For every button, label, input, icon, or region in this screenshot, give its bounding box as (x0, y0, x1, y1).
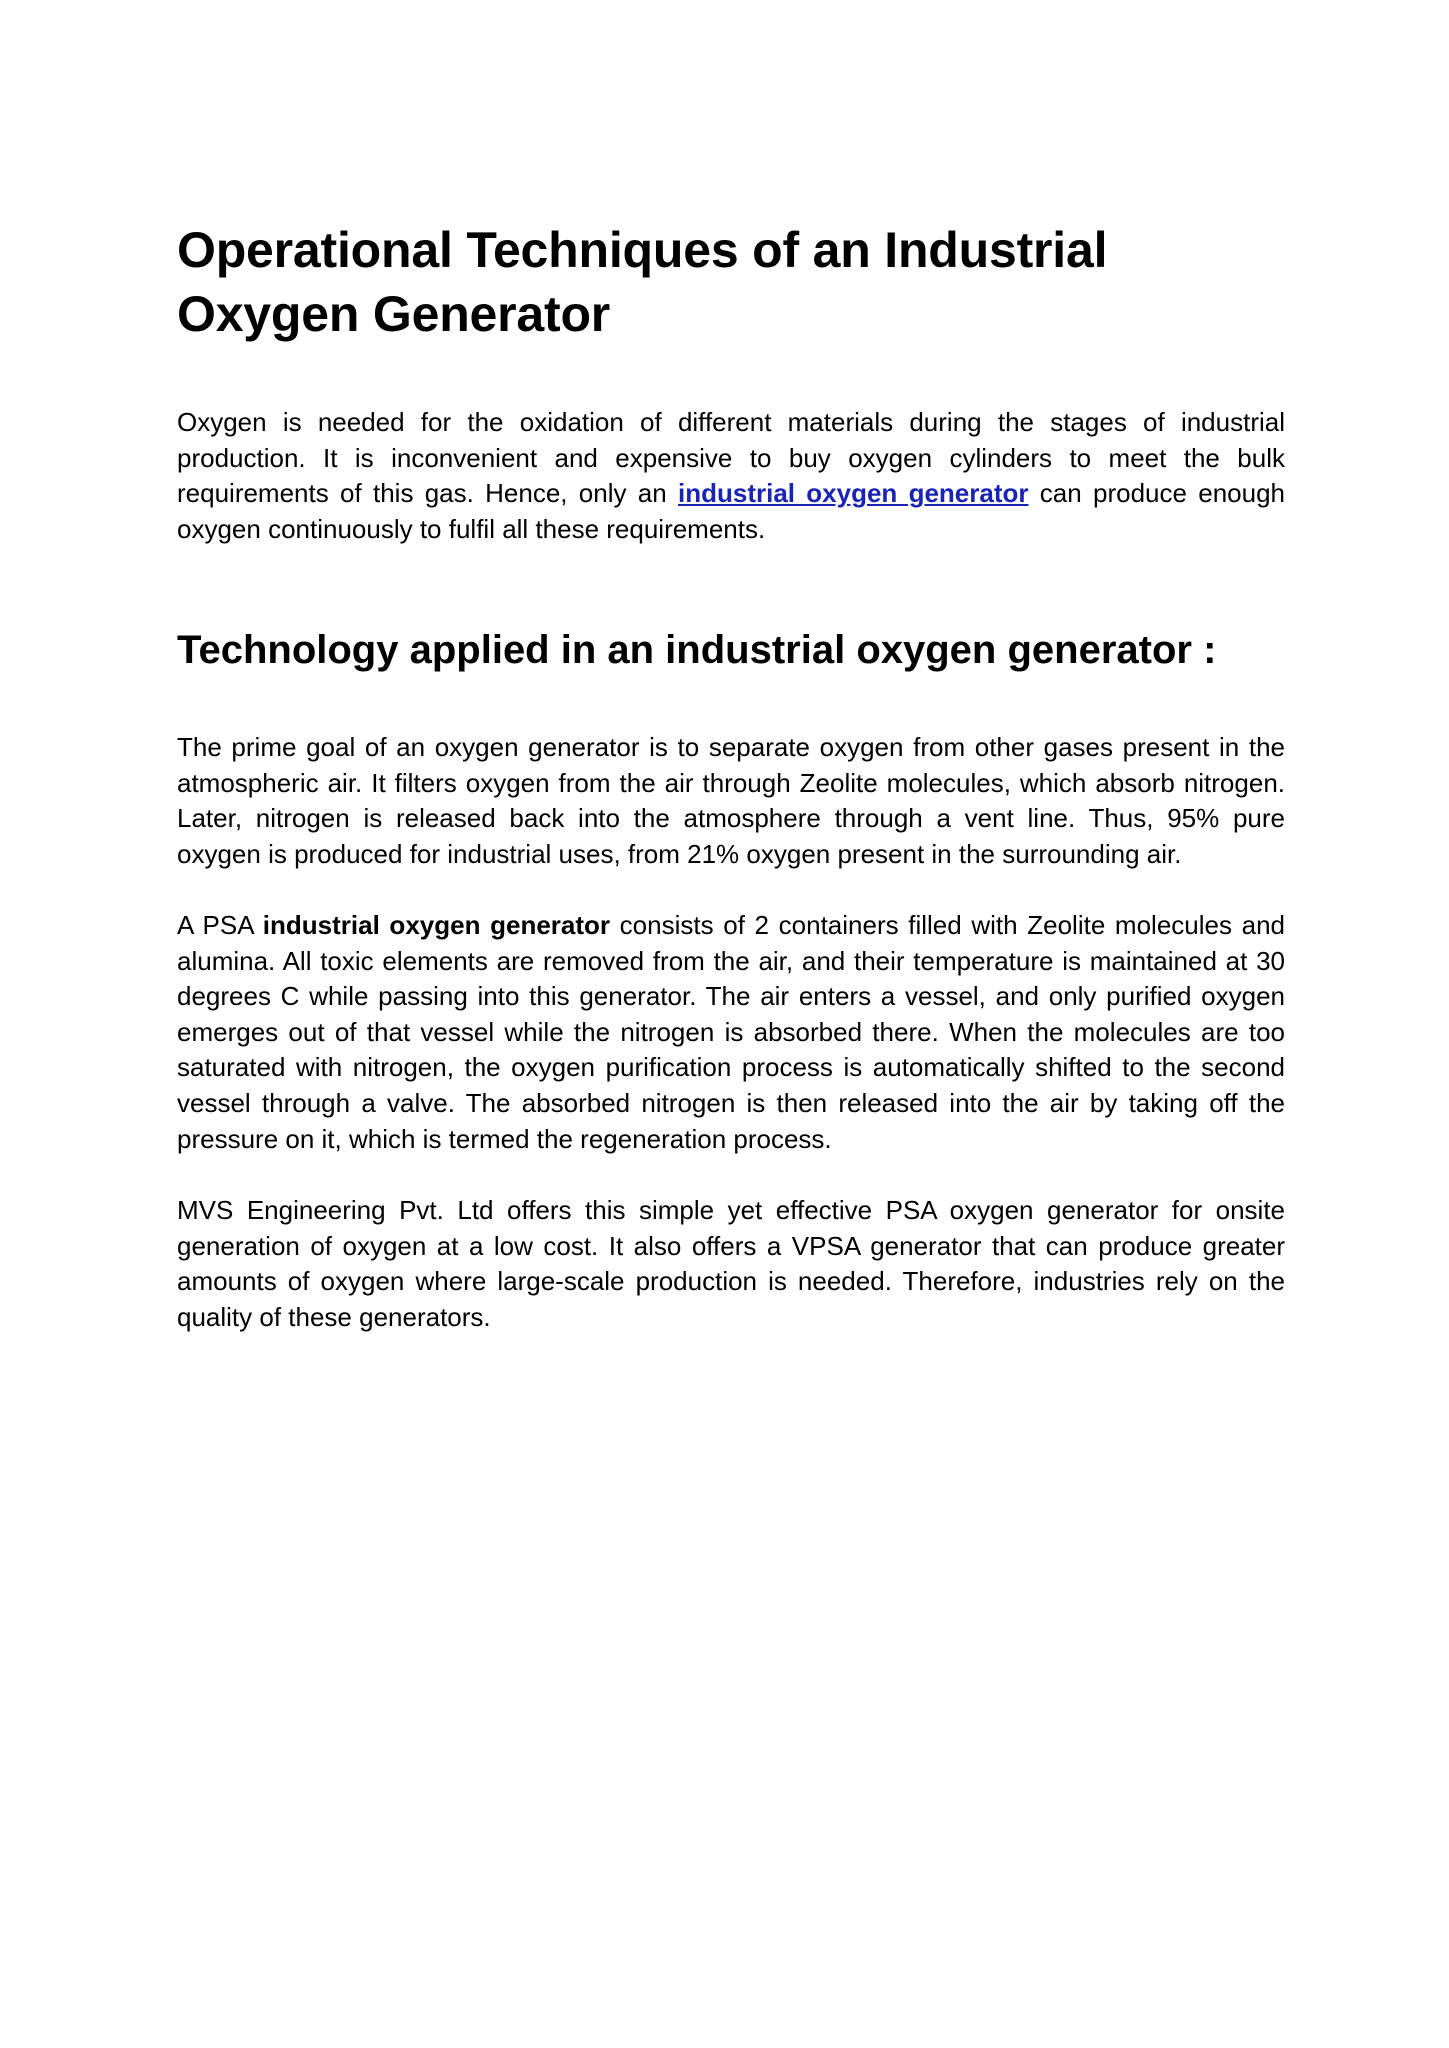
company-paragraph: MVS Engineering Pvt. Ltd offers this simple yet effective PSA oxygen generator for onsite generation of oxygen at a low cost. It also offers a VPSA generator that can produce greater amounts of oxygen where large-scale production is needed. Therefore, industries rely on the quality of these generators. (177, 1195, 1285, 1332)
technology-paragraph: The prime goal of an oxygen generator is to separate oxygen from other gases present in the atmospheric air. It filters oxygen from the air through Zeolite molecules, which absorb nitrogen. Later, nitrogen is released back into the atmosphere through a vent line. Thus, 95% pure oxygen is produced for industrial uses, from 21% oxygen present in the surrounding air. (177, 732, 1285, 869)
document-title: Operational Techniques of an Industrial Oxygen Generator (177, 222, 1108, 342)
psa-text-end: consists of 2 containers filled with Zeolite molecules and alumina. All toxic elements are removed from the air, and their temperature is maintained at 30 degrees C while passing into this generator. The air enters a vessel, and only purified oxygen emerges out of that vessel while the nitrogen is absorbed there. When the molecules are too saturated with nitrogen, the oxygen purification process is automatically shifted to the second vessel through a valve. The absorbed nitrogen is then released into the air by taking off the pressure on it, which is termed the regeneration process. (177, 910, 1285, 1154)
intro-paragraph (177, 405, 1285, 547)
intro-text-start: Oxygen is needed for the oxidation of different materials during the stages of industrial production. It is inconvenient and expensive to buy oxygen cylinders to meet the bulk requirements of this gas. Hence, only an (177, 407, 1285, 509)
intro-text-end: can produce enough oxygen continuously to fulfil all these requirements. (177, 478, 1285, 544)
psa-text-start: A PSA (177, 910, 263, 940)
psa-bold-term: industrial oxygen generator (262, 910, 611, 940)
section-heading: Technology applied in an industrial oxygen generator : (177, 628, 1217, 672)
psa-paragraph (177, 908, 1285, 1157)
industrial-oxygen-generator-link[interactable]: industrial oxygen generator (677, 478, 1029, 509)
